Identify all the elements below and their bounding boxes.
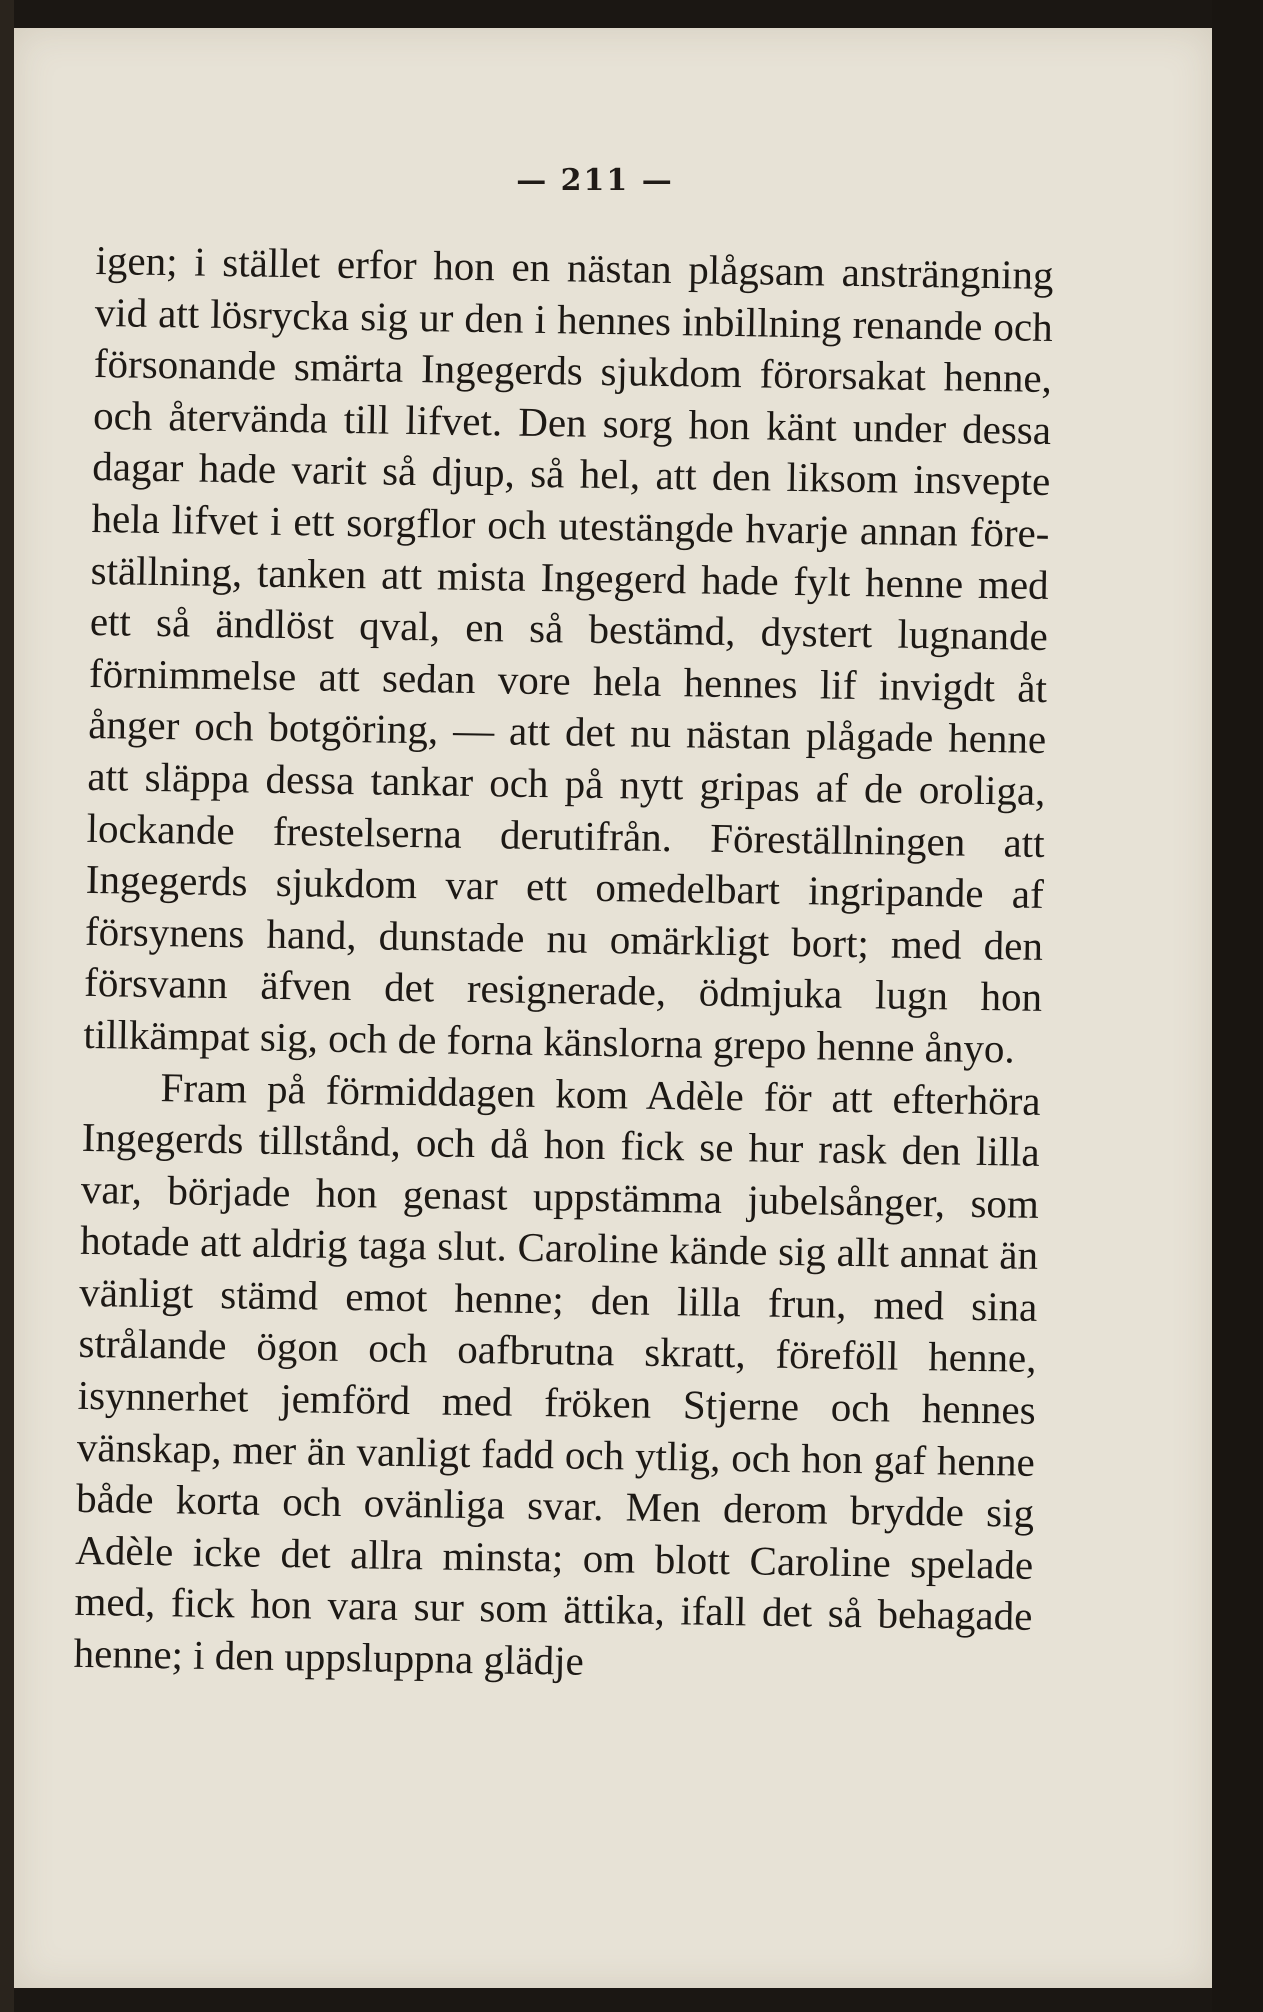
paragraph-1: igen; i stället erfor hon en nästan plågsam ansträngning vid att lösrycka sig ur den i hennes inbillning renande och försonande smärta Ingegerds sjukdom förorsakat henne, och återvända till lifvet. Den sorg hon känt under dessa dagar hade varit så djup, så hel, att den liksom insvepte hela lifvet i ett sorgflor och utestängde hvarje annan föreställning, tanken att mista Ingegerd hade fylt henne med ett så ändlöst qval, en så bestämd, dystert lugnande förnimmelse att sedan vore hela hennes lif invigdt åt ånger och botgöring, — att det nu nästan plågade henne att släppa dessa tankar och på nytt gripas af de oroliga, lockande frestelserna derutifrån. Föreställningen att Ingegerds sjukdom var ett omedelbart ingripande af försynens hand, dunstade nu omärkligt bort; med den försvann äfven det resignerade, ödmjuka lugn hon tillkämpat sig, och de forna känslorna grepo henne ånyo. xyxy=(83,236,1054,1072)
page-body-text xyxy=(73,235,1054,1694)
scan-dark-margin xyxy=(1212,0,1263,2012)
book-spine-edge xyxy=(0,0,14,2012)
page-number: — 211 — xyxy=(516,163,674,198)
book-page xyxy=(14,28,1212,1988)
paragraph-2: Fram på förmiddagen kom Adèle för att efterhöra Ingegerds tillstånd, och då hon fick se hur rask den lilla var, började hon genast uppstämma jubelsånger, som hotade att aldrig taga slut. Caroline kände sig allt annat än vänligt stämd emot henne; den lilla frun, med sina strålande ögon och oafbrutna skratt, föreföll henne, isynnerhet jemförd med fröken Stjerne och hennes vänskap, mer än vanligt fadd och ytlig, och hon gaf henne både korta och ovänliga svar. Men derom brydde sig Adèle icke det allra minsta; om blott Caroline spelade med, fick hon vara sur som ättika, ifall det så behagade henne; i den uppsluppna glädje xyxy=(73,1063,1041,1684)
